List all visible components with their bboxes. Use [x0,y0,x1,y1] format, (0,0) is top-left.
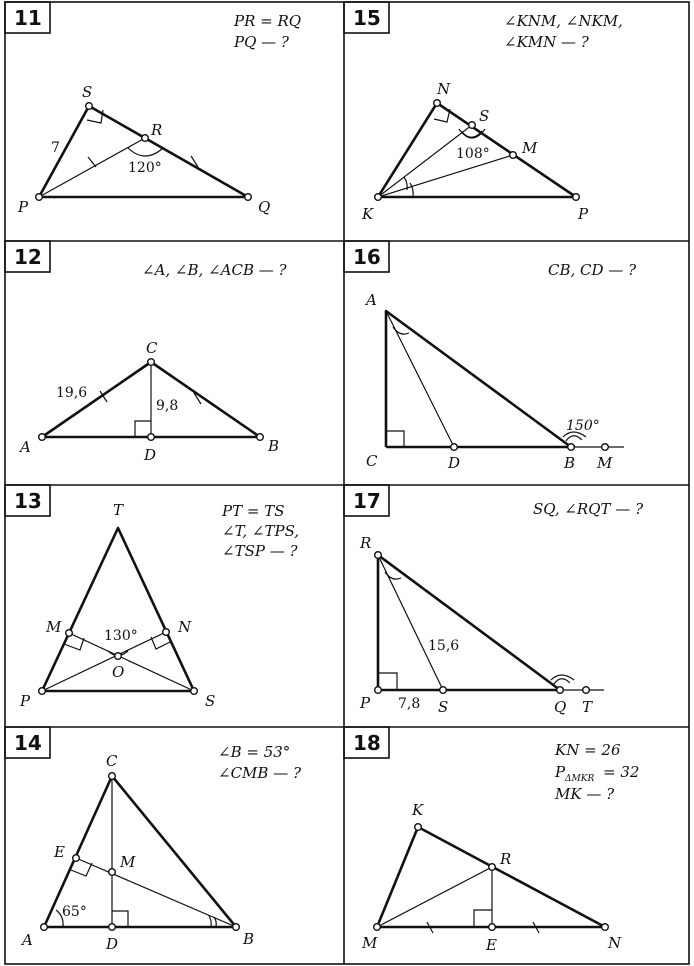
p11-label-q: Q [258,198,271,216]
p15-condition-2: ∠KMN — ? [504,33,589,51]
p13-label-s: S [205,692,216,710]
p16-label-c: C [366,452,378,470]
p15-condition-1: ∠KNM, ∠NKM, [504,12,623,30]
p16-condition-1: CB, CD — ? [548,261,637,279]
p16-label-b: B [564,454,576,472]
p18-condition-2-p: P [555,763,566,781]
problem-16 [364,261,637,472]
problem-12 [18,261,288,464]
p13-condition-2: ∠T, ∠TPS, [222,522,300,540]
problem-17 [359,500,644,716]
p13-label-t: T [113,501,124,519]
p17-label-t: T [582,698,593,716]
p17-label-r: R [360,534,372,552]
p17-side-ps: 7,8 [398,696,421,712]
p14-label-a: A [22,931,33,949]
p15-label-k: K [362,205,374,223]
p18-label-r: R [500,850,512,868]
p13-angle: 130° [104,628,138,644]
p13-label-m: M [46,618,62,636]
problem-18 [361,741,639,954]
p18-condition-2-sub: ΔMKR [565,774,595,784]
p18-label-n: N [608,934,622,952]
p14-label-c: C [106,752,118,770]
p18-triangle [374,824,609,933]
p14-condition-2: ∠CMB — ? [218,764,302,782]
p13-label-p: P [20,692,31,710]
p15-label-p: P [578,205,589,223]
problem-number-14: 14 [14,731,42,755]
p14-label-e: E [54,843,65,861]
p14-condition-1: ∠B = 53° [218,743,291,761]
p13-label-o: O [112,663,125,681]
p12-label-d: D [144,446,157,464]
p15-angle: 108° [456,146,490,162]
p17-label-s: S [438,698,449,716]
problem-number-12: 12 [14,245,42,269]
p11-side-ps: 7 [51,140,60,156]
p12-condition-1: ∠A, ∠B, ∠ACB — ? [142,261,287,279]
p15-label-s: S [479,107,490,125]
p12-side-cd: 9,8 [156,398,179,414]
p13-label-n: N [178,618,192,636]
p12-label-a: A [20,438,31,456]
p11-triangle [36,103,252,201]
p13-condition-3: ∠TSP — ? [222,542,298,560]
problem-number-13: 13 [14,489,42,513]
p17-label-q: Q [554,698,567,716]
p14-label-m: M [120,853,136,871]
p15-label-n: N [437,80,451,98]
p12-label-c: C [146,339,158,357]
p11-label-r: R [151,121,163,139]
p11-angle: 120° [128,160,162,176]
problem-number-11: 11 [14,6,42,30]
problem-number-18: 18 [353,731,381,755]
p18-condition-2-eq: = 32 [603,763,640,781]
p16-angle: 150° [566,418,600,434]
p13-condition-1: PT = TS [222,502,285,520]
p16-label-m: M [597,454,613,472]
problem-14 [20,743,302,953]
grid-frame [5,2,689,964]
problem-13 [19,501,299,710]
problem-15 [361,12,623,223]
p14-angle: 65° [62,904,87,920]
p18-condition-1: KN = 26 [555,741,621,759]
p17-triangle [375,552,604,694]
p18-label-m: M [362,934,378,952]
p17-condition-1: SQ, ∠RQT — ? [533,500,644,518]
p11-condition-1: PR = RQ [234,12,302,30]
p11-label-p: P [18,198,29,216]
p18-label-k: K [412,801,424,819]
p16-label-a: A [366,291,377,309]
p14-label-d: D [106,935,119,953]
problem-number-16: 16 [353,245,381,269]
problem-number-17: 17 [353,489,381,513]
p15-label-m: M [522,139,538,157]
p11-label-s: S [82,83,93,101]
p12-side-ac: 19,6 [56,385,88,401]
p18-label-e: E [486,936,497,954]
problem-11 [17,12,301,216]
p17-side-rs: 15,6 [428,638,460,654]
p14-label-b: B [243,930,255,948]
p18-condition-3: MK — ? [555,785,615,803]
p16-label-d: D [448,454,461,472]
problem-number-15: 15 [353,6,381,30]
p17-label-p: P [360,694,371,712]
p11-condition-2: PQ — ? [234,33,289,51]
p12-label-b: B [268,437,280,455]
